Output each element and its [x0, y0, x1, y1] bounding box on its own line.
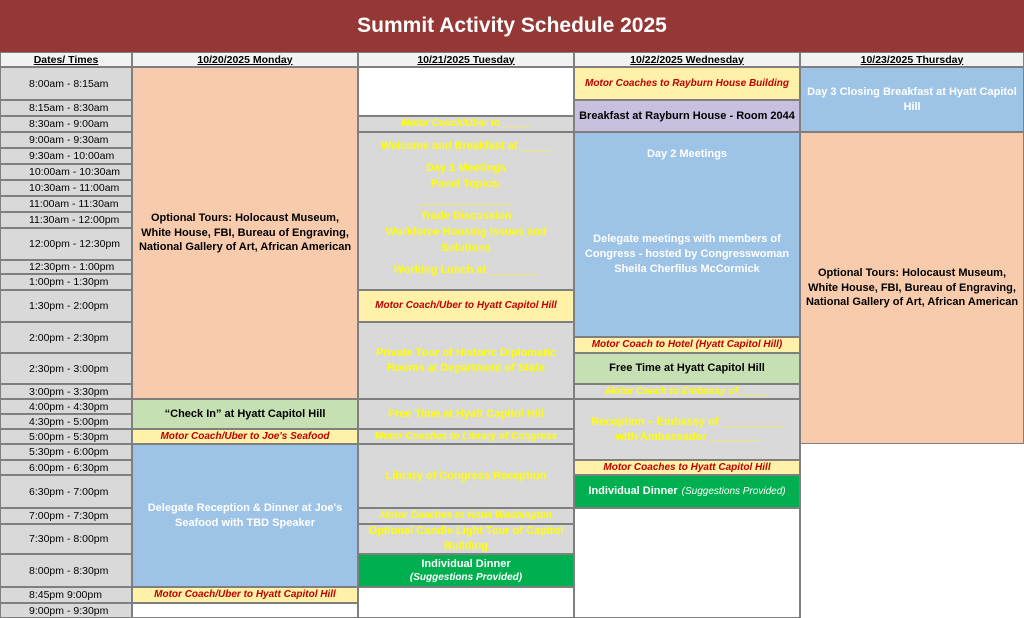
- tuesday-candle-tour-text: Optional Candle Light Tour of Capitol Building: [368, 525, 564, 552]
- time-slot: 2:00pm - 2:30pm: [0, 322, 132, 353]
- wednesday-coach-rayburn: [574, 67, 800, 100]
- time-slot: 8:45pm 9:00pm: [0, 587, 132, 603]
- wednesday-coach-embassy-text: Motor Coach to Embassy of _____: [605, 385, 769, 397]
- schedule-grid: [0, 52, 1024, 618]
- wednesday-empty-cell: [574, 508, 800, 618]
- wednesday-dinner-note: (Suggestions Provided): [681, 485, 786, 497]
- tuesday-coach-library: [358, 429, 574, 444]
- tuesday-coach-to-hyatt: [358, 290, 574, 322]
- thursday-empty-cell: [800, 444, 1024, 618]
- tuesday-coach-uber: [358, 116, 574, 132]
- monday-empty-cell: [132, 603, 358, 618]
- tuesday-panel-text: Panel Topics:: [430, 177, 502, 190]
- tuesday-library-reception: [358, 444, 574, 508]
- monday-check-in-text: “Check In” at Hyatt Capitol Hill: [164, 407, 326, 420]
- tuesday-candle-tour: [358, 524, 574, 554]
- tuesday-individual-dinner: [358, 554, 574, 587]
- thursday-optional-tours-text: Optional Tours: Holocaust Museum, White House, FBI, Bureau of Engraving, National Gallery of Art, African American: [805, 266, 1019, 309]
- wednesday-coach-hotel: [574, 337, 800, 353]
- tuesday-private-tour-text: Private Tour of Historic Diplomatic Rooms at Department of State: [375, 346, 557, 374]
- wednesday-coach-hotel-text: Motor Coach to Hotel (Hyatt Capitol Hill): [591, 339, 783, 351]
- thursday-breakfast-text: Day 3 Closing Breakfast at Hyatt Capitol Hill: [807, 85, 1017, 113]
- tuesday-coach-washington: [358, 508, 574, 524]
- time-slot: 12:00pm - 12:30pm: [0, 228, 132, 260]
- schedule-title: Summit Activity Schedule 2025: [0, 0, 1024, 52]
- header-thursday: 10/23/2025 Thursday: [800, 52, 1024, 67]
- time-slot: 8:15am - 8:30am: [0, 100, 132, 116]
- time-slot: 11:30am - 12:00pm: [0, 212, 132, 228]
- tuesday-dinner-note: (Suggestions Provided): [409, 572, 523, 584]
- time-slot: 8:00am - 8:15am: [0, 67, 132, 100]
- tuesday-empty-cell: [358, 587, 574, 618]
- wednesday-coach-embassy: [574, 384, 800, 399]
- tuesday-free-time: [358, 399, 574, 429]
- tuesday-trade-text: Trade Discussion: [420, 209, 512, 222]
- tuesday-free-time-text: Free Time at Hyatt Capitol Hill: [388, 407, 544, 420]
- time-slot: 12:30pm - 1:00pm: [0, 260, 132, 274]
- wednesday-free-time: [574, 353, 800, 384]
- time-slot: 1:30pm - 2:00pm: [0, 290, 132, 322]
- tuesday-day1-text: Day 1 Meetings: [425, 161, 507, 174]
- wednesday-coach-hyatt: [574, 460, 800, 475]
- tuesday-private-tour: [358, 322, 574, 399]
- time-slot: 6:30pm - 7:00pm: [0, 475, 132, 508]
- tuesday-lunch-text: Working Lunch at ________: [393, 263, 539, 276]
- time-slot: 11:00am - 11:30am: [0, 196, 132, 212]
- tuesday-workforce-text: Workforce Housing Issues and Solutions: [385, 225, 547, 254]
- time-slot: 1:00pm - 1:30pm: [0, 274, 132, 290]
- tuesday-coach-washington-text: Motor Coaches to Hotel Washington: [379, 510, 553, 522]
- monday-check-in: [132, 399, 358, 429]
- wednesday-day2-meetings: [574, 132, 800, 337]
- monday-coach-to-joes-text: Motor Coach/Uber to Joe's Seafood: [160, 430, 330, 442]
- time-slot: 4:30pm - 5:00pm: [0, 414, 132, 429]
- time-slot: 5:30pm - 6:00pm: [0, 444, 132, 460]
- tuesday-coach-to-hyatt-text: Motor Coach/Uber to Hyatt Capitol Hill: [375, 300, 557, 312]
- monday-coach-to-joes: [132, 429, 358, 444]
- tuesday-coach-library-text: Motor Coaches to Library of Congress: [374, 430, 558, 442]
- time-slot: 8:30am - 9:00am: [0, 116, 132, 132]
- tuesday-library-reception-text: Library of Congress Reception: [385, 469, 547, 482]
- tuesday-coach-uber-text: Motor Coach/Uber to _____: [401, 118, 531, 130]
- time-slot: 10:30am - 11:00am: [0, 180, 132, 196]
- time-slot: 5:00pm - 5:30pm: [0, 429, 132, 444]
- header-monday: 10/20/2025 Monday: [132, 52, 358, 67]
- wednesday-individual-dinner: [574, 475, 800, 508]
- wednesday-breakfast-text: Breakfast at Rayburn House - Room 2044: [579, 109, 795, 122]
- time-slot: 6:00pm - 6:30pm: [0, 460, 132, 475]
- tuesday-blank-line: _______________: [420, 193, 512, 206]
- time-slot: 8:00pm - 8:30pm: [0, 554, 132, 587]
- header-tuesday: 10/21/2025 Tuesday: [358, 52, 574, 67]
- time-slot: 9:30am - 10:00am: [0, 148, 132, 164]
- time-slot: 7:00pm - 7:30pm: [0, 508, 132, 524]
- wednesday-embassy-reception: [574, 399, 800, 460]
- monday-reception-dinner: [132, 444, 358, 587]
- wednesday-dinner-text: Individual Dinner: [588, 485, 678, 498]
- time-slot: 4:00pm - 4:30pm: [0, 399, 132, 414]
- wednesday-delegate-text: Delegate meetings with members of Congress - hosted by Congresswoman Sheila Cherfilus McCormick: [584, 232, 790, 275]
- wednesday-free-time-text: Free Time at Hyatt Capitol Hill: [609, 362, 765, 375]
- tuesday-dinner-text: Individual Dinner: [421, 557, 511, 570]
- tuesday-welcome-text: Welcome and Breakfast at _____: [380, 140, 552, 152]
- thursday-optional-tours: [800, 132, 1024, 444]
- header-wednesday: 10/22/2025 Wednesday: [574, 52, 800, 67]
- monday-reception-dinner-text: Delegate Reception & Dinner at Joe's Seafood with TBD Speaker: [147, 501, 343, 529]
- wednesday-day2-text: Day 2 Meetings: [646, 148, 728, 160]
- wednesday-coach-rayburn-text: Motor Coaches to Rayburn House Building: [585, 77, 789, 89]
- monday-optional-tours: [132, 67, 358, 399]
- monday-coach-to-hyatt: [132, 587, 358, 603]
- time-slot: 9:00am - 9:30am: [0, 132, 132, 148]
- time-slot: 2:30pm - 3:00pm: [0, 353, 132, 384]
- tuesday-welcome-meetings: [358, 132, 574, 290]
- time-slot: 7:30pm - 8:00pm: [0, 524, 132, 554]
- time-slot: 3:00pm - 3:30pm: [0, 384, 132, 399]
- wednesday-coach-hyatt-text: Motor Coaches to Hyatt Capitol Hill: [603, 461, 771, 473]
- thursday-closing-breakfast: [800, 67, 1024, 132]
- wednesday-breakfast-rayburn: [574, 100, 800, 132]
- time-slot: 10:00am - 10:30am: [0, 164, 132, 180]
- monday-coach-to-hyatt-text: Motor Coach/Uber to Hyatt Capitol Hill: [154, 589, 336, 601]
- wednesday-embassy-reception-text: Reception – Embassy of __________ with Ambassador ________: [591, 415, 783, 443]
- monday-optional-tours-text: Optional Tours: Holocaust Museum, White House, FBI, Bureau of Engraving, National Gallery of Art, African American: [138, 211, 352, 254]
- header-dates-times: Dates/ Times: [0, 52, 132, 67]
- time-slot: 9:00pm - 9:30pm: [0, 603, 132, 618]
- tuesday-empty-cell: [358, 67, 574, 116]
